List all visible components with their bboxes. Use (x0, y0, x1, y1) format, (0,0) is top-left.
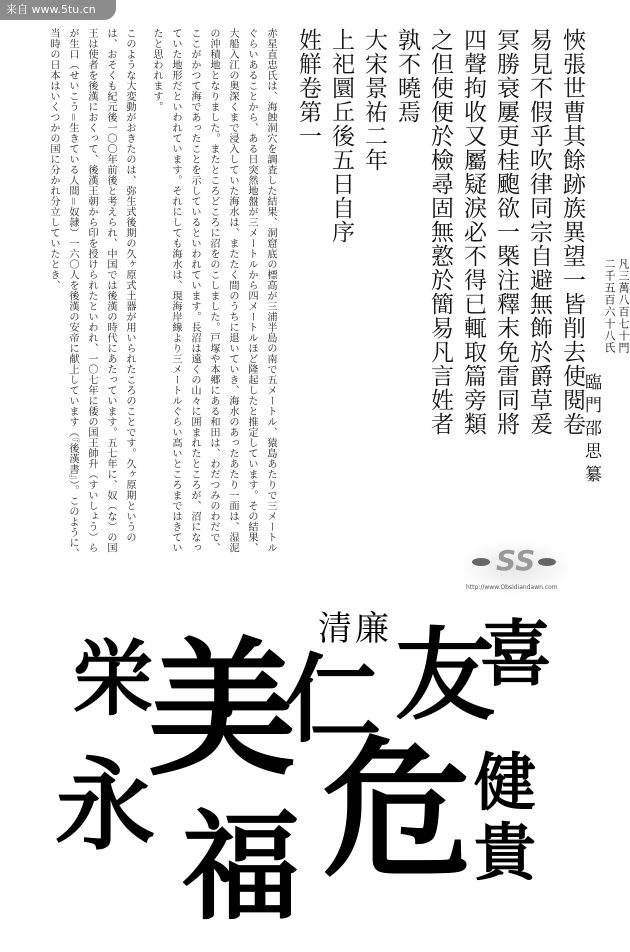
text-column: 上祀圜丘後五日自序 (328, 28, 354, 244)
date-note-line: 二千五百六十八氏 (603, 258, 616, 354)
calligraphy-jian: 健 (474, 746, 537, 819)
signature: 臨門邵思纂 (581, 373, 601, 488)
calligraphy-yong: 永 (55, 746, 155, 864)
watermark-logo (458, 540, 573, 595)
text-column: 孰不曉焉 (394, 28, 420, 124)
text-column: 大宋景祐二年 (361, 28, 387, 172)
calligraphy-wei: 危 (322, 722, 473, 898)
text-column: 之但使便於檢尋固無憝於簡易凡言姓者 (427, 28, 453, 436)
japanese-vertical-text (30, 28, 280, 563)
text-column: 悏張世曹其餘跡族異望一皆削去使閱卷 (559, 28, 585, 436)
text-column: 冥勝衰屢更桂颮欲一槩注釋末免雷同將 (493, 28, 519, 436)
calligraphy-lian: 廉 (355, 609, 389, 649)
date-note-line: 凡三萬八百七十門 (617, 258, 630, 354)
eye-icon (472, 558, 490, 566)
text-column: 易見不假乎吹律同宗自避無飾於爵草爰 (526, 28, 552, 436)
calligraphy-qing: 清 (318, 609, 352, 649)
text-column: 四聲拘收又屬疑淚必不得已輒取篇旁類 (460, 28, 486, 436)
source-badge: 来自 www.5tu.cn (0, 0, 116, 20)
calligraphy-gui: 貴 (474, 816, 537, 889)
calligraphy-mei: 美 (148, 622, 296, 796)
paragraph: 赤星直忠氏は、海蝕洞穴を調査した結果、洞窟底の標高が三浦半島の南で五メートル、猿島あたりで三メートルぐらいあることから、ある日突然地盤が三メートルから四メートルほど隆起したと推定しています。その結果、大船入江の奥深くまで浸入していた海水は、またたく間のうちに退いていき、海水のあったあたり一面は、湿泥の沖積地となりました。またところどころに沼をのこしました。戸塚や本郷にある和田は、わだつみのわだで、ここがかつて海であったことを示しているといわれています。長沼は遠くの山々に囲まれたところが、沼になっていた地形だといわれています。それにしても海水は、現海岸線より三メートルぐらい高いところまではきていたと思われます。 (151, 28, 276, 553)
watermark-url: http://www.Obsidiandawn.com (466, 584, 558, 591)
calligraphy-ren: 仁 (285, 643, 381, 756)
calligraphy-you: 友 (395, 616, 495, 734)
text-column: 姓觧卷第一 (295, 28, 321, 148)
calligraphy-xi: 喜 (480, 611, 553, 696)
logo-text: SS (496, 544, 536, 577)
classical-chinese-text (292, 28, 588, 528)
calligraphy-rong: 栄 (72, 631, 155, 727)
paragraph: このような大変動がおきたのは、弥生式後期の久ヶ原式土器が用いられたころのことです。久ヶ原期というのは、おそくも紀元後一〇〇年前後と考えられ、中国では後漢の時代にあたっています。五七年に、奴（な）の国王は使者を後漢におくって、後漢王朝から印を授けられたといわれ、一〇七年に倭の国王帥升（すいしょう）らが生口（せいこう＝生きている人間＝奴隷）一六〇人を後漢の安帝に献上しています（『後漢書』）。このように、当時の日本はいくつかの国に分かれ分立していたとき、 (48, 28, 135, 559)
date-note (602, 258, 630, 354)
eye-icon (538, 558, 556, 566)
calligraphy-fu: 福 (182, 797, 301, 936)
